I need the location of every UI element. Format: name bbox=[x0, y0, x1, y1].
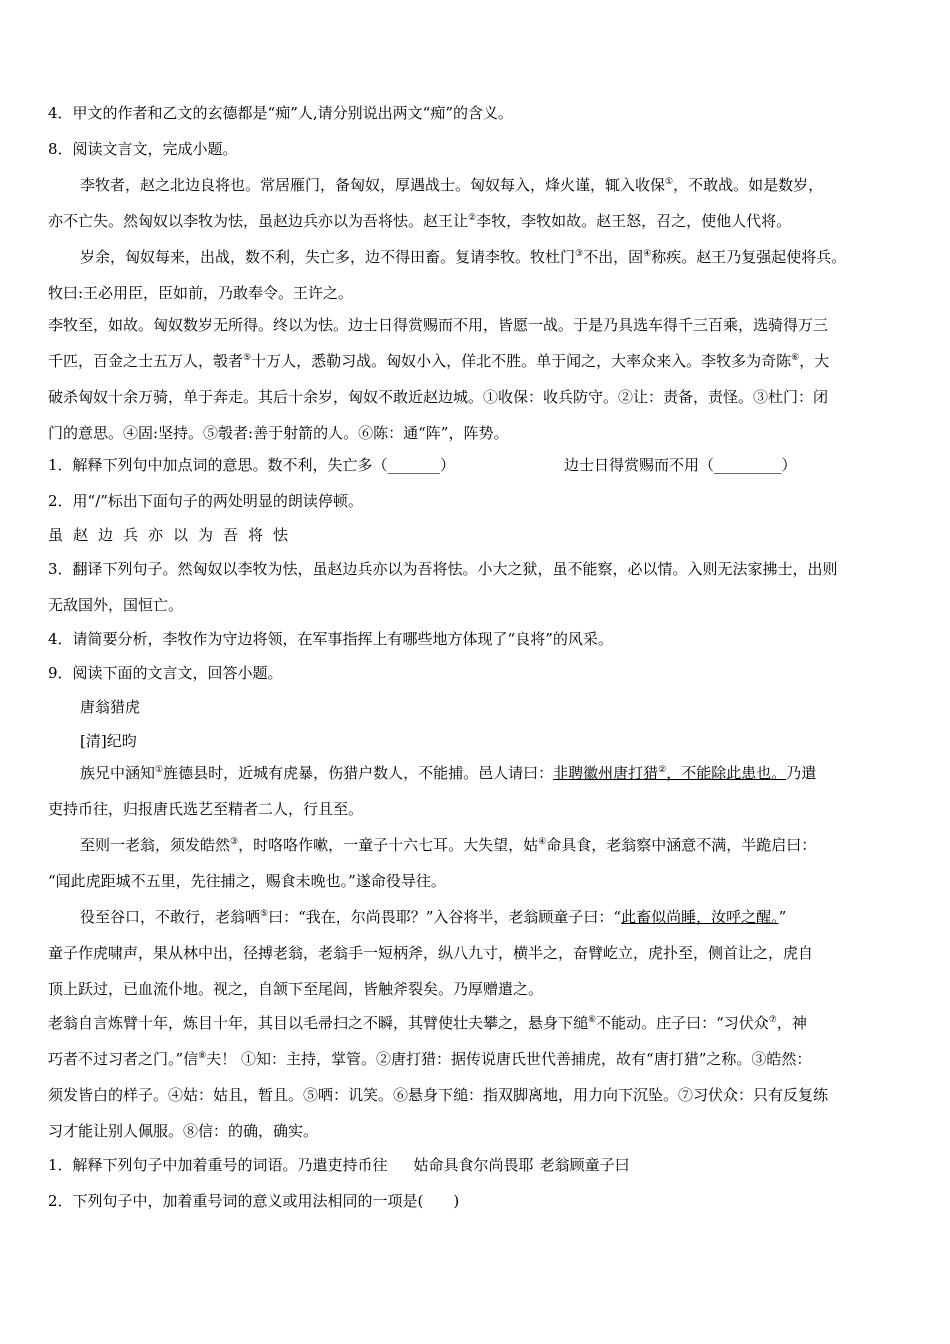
passage-9-line-10: 须发皆白的样子。④姑：姑且，暂且。⑤哂：讥笑。⑥悬身下缒：指双脚离地，用力向下沉坠。⑦习伏众：只有反复练 bbox=[48, 1086, 829, 1104]
passage-9-author: [清]纪昀 bbox=[80, 732, 137, 750]
question-9-header: 9．阅读下面的文言文，回答小题。 bbox=[48, 664, 283, 682]
underlined-sentence-1: 非聘徽州唐打猎②，不能除此患也。 bbox=[553, 764, 787, 782]
passage-9-line-6: 童子作虎啸声，果从林中出，径搏老翁，老翁手一短柄斧，纵八九寸，横半之，奋臂屹立，虎扑至，侧首让之，虎自 bbox=[48, 944, 814, 962]
question-8-4: 4．请简要分析，李牧作为守边将领，在军事指挥上有哪些地方体现了“良将”的风采。 bbox=[48, 630, 613, 648]
passage-9-title: 唐翁猎虎 bbox=[80, 698, 141, 716]
question-4-prev: 4．甲文的作者和乙文的玄德都是“痴”人,请分别说出两文“痴”的含义。 bbox=[48, 104, 513, 122]
passage-8-line-6: 千匹，百金之士五万人，彀者⑤十万人，悉勒习战。匈奴小入，佯北不胜。单于闻之，大率众来入。李牧多为奇陈⑥，大 bbox=[48, 352, 830, 370]
question-8-header: 8．阅读文言文，完成小题。 bbox=[48, 140, 238, 158]
question-8-3: 3．翻译下列句子。然匈奴以李牧为怯，虽赵边兵亦以为吾将怯。小大之狱，虽不能察，必以情。入则无法家拂士，出则 bbox=[48, 560, 838, 578]
passage-9-line-1: 族兄中涵知①旌德县时，近城有虎暴，伤猎户数人，不能捕。邑人请曰：非聘徽州唐打猎②，不能除此患也。乃遣 bbox=[80, 764, 817, 782]
question-8-2-sentence: 虽赵边兵亦以为吾将怯 bbox=[48, 526, 299, 544]
passage-9-line-11: 习才能让别人佩服。⑧信：的确，确实。 bbox=[48, 1122, 319, 1140]
passage-8-line-7: 破杀匈奴十余万骑，单于奔走。其后十余岁，匈奴不敢近赵边城。①收保：收兵防守。②让：责备，责怪。③杜门：闭 bbox=[48, 388, 829, 406]
passage-9-line-9: 巧者不过习者之门。”信⑧夫！ ①知：主持，掌管。②唐打猎：据传说唐氏世代善捕虎，故有“唐打猎”之称。③皓然： bbox=[48, 1050, 812, 1068]
question-8-2: 2．用“/”标出下面句子的两处明显的朗读停顿。 bbox=[48, 492, 363, 510]
passage-9-line-5: 役至谷口，不敢行，老翁哂⑤曰：“我在，尔尚畏耶？”入谷将半，老翁顾童子曰：“此畜似尚睡，汝呼之醒。” bbox=[80, 908, 787, 926]
underlined-sentence-2: 此畜似尚睡，汝呼之醒。 bbox=[621, 908, 779, 926]
passage-8-line-5: 李牧至，如故。匈奴数岁无所得。终以为怯。边士日得赏赐而不用，皆愿一战。于是乃具选车得千三百乘，选骑得万三 bbox=[48, 316, 829, 334]
passage-9-line-2: 吏持币往，归报唐氏选艺至精者二人，行且至。 bbox=[48, 800, 364, 818]
passage-9-line-7: 顶上跃过，已血流仆地。视之，自颔下至尾闾，皆触斧裂矣。乃厚赠遣之。 bbox=[48, 980, 544, 998]
passage-9-line-3: 至则一老翁，须发皓然③，时咯咯作嗽，一童子十六七耳。大失望，姑④命具食，老翁察中涵意不满，半跪启曰： bbox=[80, 836, 817, 854]
question-8-1: 1．解释下列句中加点词的意思。数不利，失亡多（_______） bbox=[48, 456, 456, 474]
question-8-1b: 边士日得赏赐而不用（_________） bbox=[564, 456, 797, 474]
passage-8-line-2: 亦不亡失。然匈奴以李牧为怯，虽赵边兵亦以为吾将怯。赵王让②李牧，李牧如故。赵王怒，召之，使他人代将。 bbox=[48, 212, 792, 230]
passage-8-line-3: 岁余，匈奴每来，出战，数不利，失亡多，边不得田畜。复请李牧。牧杜门③不出，固④称疾。赵王乃复强起使将兵。 bbox=[80, 248, 847, 266]
passage-8-line-1: 李牧者，赵之北边良将也。常居雁门，备匈奴，厚遇战士。匈奴每入，烽火谨，辄入收保①，不敢战。如是数岁， bbox=[80, 176, 824, 194]
question-8-3-cont: 无敌国外，国恒亡。 bbox=[48, 596, 184, 614]
question-9-1: 1．解释下列句子中加着重号的词语。乃遣吏持币往 姑命具食尔尚畏耶 老翁顾童子曰 bbox=[48, 1156, 630, 1174]
question-9-2: 2．下列句子中，加着重号词的意义或用法相同的一项是( ) bbox=[48, 1192, 460, 1210]
passage-9-line-4: “闻此虎距城不五里，先往捕之，赐食未晚也。”遂命役导往。 bbox=[48, 872, 446, 890]
passage-8-line-4: 牧曰:王必用臣，臣如前，乃敢奉令。王许之。 bbox=[48, 284, 354, 302]
passage-8-line-8: 门的意思。④固:坚持。⑤彀者:善于射箭的人。⑥陈：通“阵”，阵势。 bbox=[48, 424, 509, 442]
passage-9-line-8: 老翁自言炼臂十年，炼目十年，其目以毛帚扫之不瞬，其臂使壮夫攀之，悬身下缒⑥不能动。庄子曰：“习伏众⑦，神 bbox=[48, 1014, 807, 1032]
